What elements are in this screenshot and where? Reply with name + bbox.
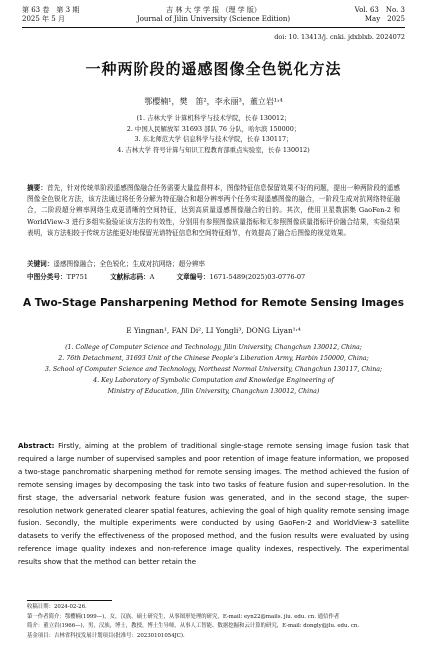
footnote-rule (27, 600, 112, 601)
title-english: A Two-Stage Pansharpening Method for Remote Sensing Images (22, 297, 405, 309)
affiliation-line: 4. 吉林大学 符号计算与知识工程教育部重点实验室，长春 130012) (117, 145, 310, 154)
footnotes (27, 603, 400, 641)
affiliation-line: Ministry of Education, Jilin University, Changchun 130012, China) (107, 388, 320, 395)
affiliations-english (18, 342, 409, 397)
keywords-chinese (27, 258, 400, 268)
footnote-author: 第一作者简介：鄂樱楠(1999—)，女，汉族，硕士研究生，从事图形处理的研究，E-mail: eyn22@mails. jlu. edu. cn. 通信作者 (27, 613, 340, 620)
footnote-corresponding: 简介：董立岩(1966—)，男，汉族，博士，教授，博士生导师，从事人工智能、数据挖掘和云计算的研究，E-mail: dongly@jlu. edu. cn. (27, 623, 360, 630)
affiliation-line: 2. 76th Detachment, 31693 Unit of the Chinese People’s Liberation Army, Harbin 150000, China; (58, 355, 369, 362)
footnote-funding: 基金项目：吉林省科技发展计划项目(批准号：20230101054JC). (27, 632, 185, 639)
affiliation-line: (1. 吉林大学 计算机科学与技术学院，长春 130012； (136, 114, 291, 122)
header-rule (22, 27, 405, 28)
header-volume-en: Vol. 63 No. 3 May 2025 (354, 6, 405, 23)
affiliation-line: 4. Key Laboratory of Symbolic Computation and Knowledge Engineering of (93, 377, 334, 384)
affiliation-line: 2. 中国人民解放军 31693 部队 76 分队，哈尔滨 150000； (126, 124, 301, 133)
article-number: 文章编号：1671-5489(2025)03-0776-07 (176, 273, 306, 281)
doi: doi: 10. 13413/j. cnki. jdxblxb. 2024072 (274, 33, 405, 41)
abstract-label: 摘要： (27, 184, 47, 192)
abstract-label: Abstract: (18, 442, 55, 450)
affiliation-line: (1. College of Computer Science and Technology, Jilin University, Changchun 130012, China; (65, 344, 362, 351)
authors-chinese: 鄂樱楠¹，樊 笛²，李永丽³，董立岩¹˒⁴ (144, 97, 283, 106)
abstract-english (18, 440, 409, 569)
affiliation-line: 3. 东北师范大学 信息科学与技术学院，长春 130117； (134, 135, 293, 143)
abstract-chinese (27, 183, 400, 239)
affiliation-line: 3. School of Computer Science and Technology, Northeast Normal University, Changchun 130117, China; (44, 366, 383, 373)
clc-number: 中图分类号：TP751 (27, 273, 88, 281)
footnote-received: 收稿日期：2024-02-26. (27, 604, 87, 610)
keywords-text: 遥感图像融合；全色锐化；生成对抗网络；超分辨率 (53, 260, 206, 268)
classification-line (27, 271, 400, 281)
header-volume-issue: 第 63 卷 第 3 期 2025 年 5 月 (22, 6, 80, 23)
abstract-text: Firstly, aiming at the problem of traditional single-stage remote sensing image fusion task that required a large number of supervised samples and poor retention of image feature information, we proposed a two-stage panchromatic sharpening method for remote sensing images. The method achieved the fusion of remote sensing images by decomposing the task into two tasks of feature fusion and super-resolution. In the first stage, the adversarial network feature fusion was generated, and in the second stage, the super-resolution network generated clearer spatial features, achieving the goal of high quality remote sensing image fusion. Secondly, the multiple experiments were conducted by using GaoFen-2 and WorldView-3 satellite datasets to verify the effectiveness of the proposed method, and the fusion results were evaluated by using reference image quality indexes and non-reference image quality indexes, respectively. The experimental results show that the method can better retain the (18, 442, 410, 567)
affiliations-chinese (0, 113, 427, 155)
keywords-label: 关键词： (27, 260, 54, 268)
document-code: 文献标志码：A (110, 273, 155, 281)
title-chinese: 一种两阶段的遥感图像全色锐化方法 (85, 60, 342, 78)
authors-english: E Yingnan¹, FAN Di², LI Yongli³, DONG Liyan¹˒⁴ (126, 326, 301, 335)
header-journal-name: 吉 林 大 学 学 报 （理 学 版） Journal of Jilin University (Science Edition) (136, 6, 291, 23)
abstract-text: 首先，针对传统单阶段遥感图像融合任务需要大量监督样本，图像特征信息保留效果不好的问题，提出一种两阶段的遥感图像全色锐化方法，该方法通过将任务分解为特征融合和超分辨率两个任务实现遥感图像的融合，一阶段生成对抗网络特征融合，二阶段超分辨率网络生成更清晰的空间特征，达到高质量遥感图像融合的目的。其次，使用卫星数据集 GaoFen-2 和 WorldView-3 进行多组实验验证该方法的有效性，分别用有参照图像质量指标和无参照图像质量指标评价融合结果，实验结果表明，该方法相较于传统方法能更好地保留光谱特征信息和空间特征细节，有效提高了融合后图像的视觉效果。 (27, 184, 401, 237)
